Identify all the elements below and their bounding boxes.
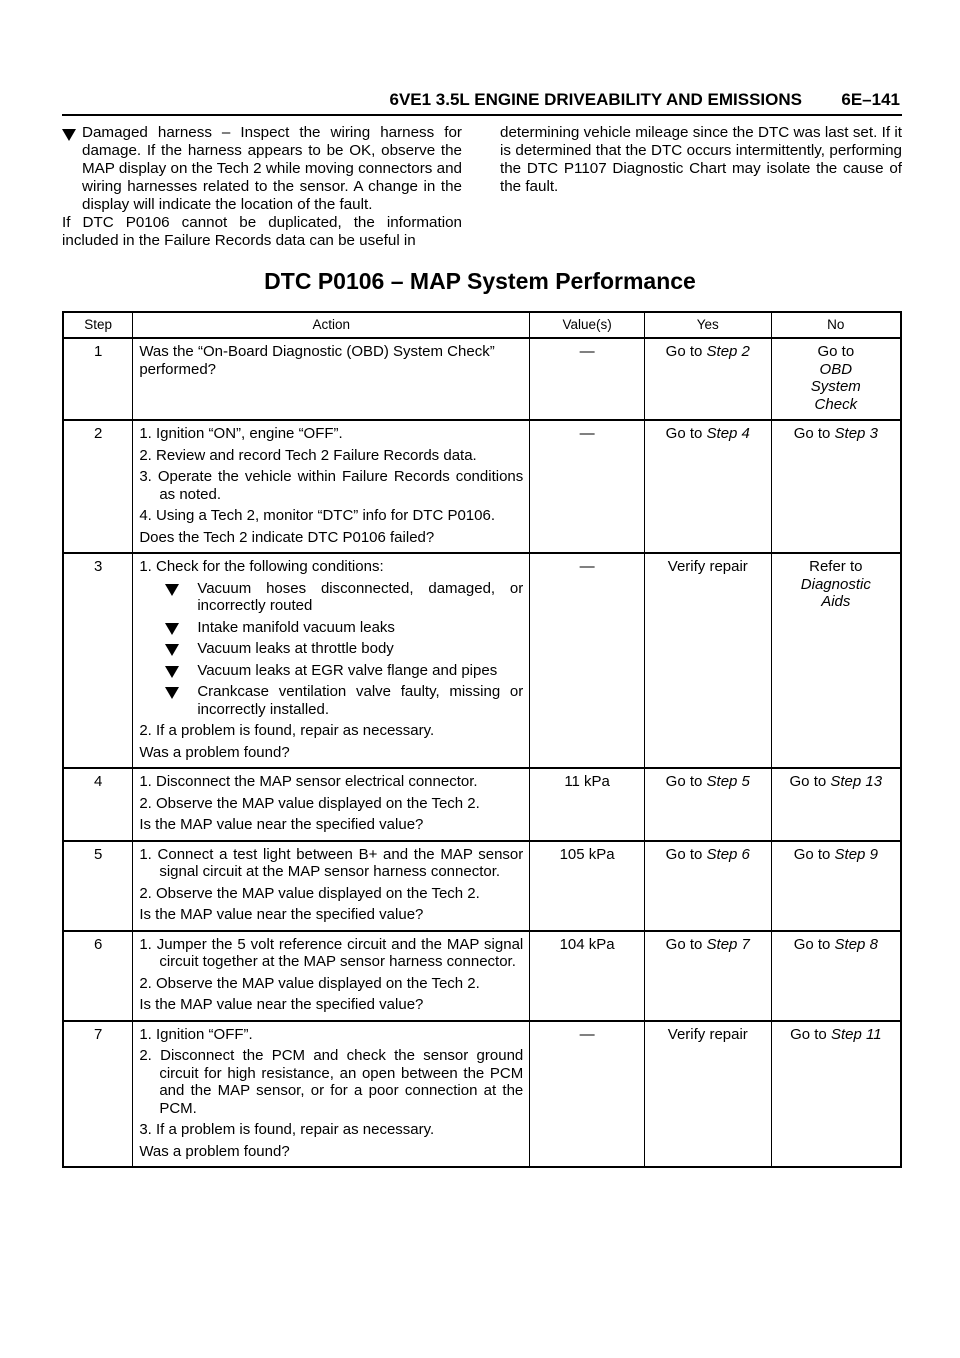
- step-number: 7: [63, 1021, 133, 1168]
- action-item: 1. Connect a test light between B+ and the MAP sensor signal circuit at the MAP sensor harness connector.: [139, 845, 524, 880]
- value-cell: —: [530, 1021, 645, 1168]
- triangle-bullet-icon: [62, 129, 76, 141]
- no-cell: [771, 1021, 901, 1168]
- action-item: 2. Observe the MAP value displayed on the Tech 2.: [139, 794, 480, 812]
- action-question: Is the MAP value near the specified value?: [139, 996, 424, 1013]
- no-prefix: Go to: [793, 845, 831, 863]
- header-values: Value(s): [530, 312, 645, 338]
- value-cell: —: [530, 338, 645, 420]
- no-prefix: Go to: [790, 1025, 827, 1043]
- action-cell: [133, 420, 530, 553]
- step-number: 4: [63, 768, 133, 841]
- action-question: Was a problem found?: [139, 1142, 290, 1160]
- condition-item: [139, 619, 523, 637]
- action-question: Was a problem found?: [139, 743, 290, 761]
- action-item: 1. Check for the following conditions:: [139, 558, 384, 575]
- yes-cell: [644, 338, 771, 420]
- action-cell: [133, 841, 530, 931]
- value-cell: —: [530, 420, 645, 553]
- step-number: 5: [63, 841, 133, 931]
- action-item: 2. Observe the MAP value displayed on the Tech 2.: [139, 884, 480, 902]
- yes-cell: [644, 420, 771, 553]
- triangle-bullet-icon: [165, 687, 179, 699]
- step-link[interactable]: Step 2: [706, 343, 750, 360]
- yes-prefix: Go to: [665, 343, 703, 360]
- no-prefix: Go to: [817, 343, 855, 360]
- table-row: [63, 931, 901, 1021]
- header-rule: [62, 114, 902, 116]
- step-link[interactable]: Step 3: [834, 425, 878, 442]
- table-row: [63, 841, 901, 931]
- page-number: 6E–141: [841, 90, 900, 109]
- no-cell: [771, 420, 901, 553]
- chart-title: DTC P0106 – MAP System Performance: [264, 268, 696, 294]
- diagnostic-table: [62, 311, 902, 1168]
- step-link[interactable]: Step 11: [830, 1025, 882, 1043]
- action-question: Is the MAP value near the specified value?: [139, 906, 424, 923]
- header-yes: Yes: [644, 312, 771, 338]
- action-item: 3. Operate the vehicle within Failure Records conditions as noted.: [139, 468, 524, 503]
- yes-cell: Verify repair: [644, 553, 771, 768]
- step-number: 2: [63, 420, 133, 553]
- table-row: [63, 1021, 901, 1168]
- diagnostic-aids-link[interactable]: Diagnostic Aids: [800, 575, 871, 610]
- condition-item: [139, 640, 523, 658]
- action-cell: [133, 768, 530, 841]
- step-number: 3: [63, 553, 133, 768]
- yes-prefix: Go to: [665, 773, 703, 790]
- intro-paragraph-continued: determining vehicle mileage since the DTC was last set. If it is determined that the DTC occurs intermittently, performing the DTC P1107 Diagnostic Chart may isolate the cause of the fault.: [500, 124, 902, 195]
- condition-text: Vacuum leaks at EGR valve flange and pipes: [197, 661, 498, 679]
- action-question: Is the MAP value near the specified value?: [139, 816, 424, 833]
- action-question: Does the Tech 2 indicate DTC P0106 failed?: [139, 528, 435, 546]
- value-cell: 104 kPa: [530, 931, 645, 1021]
- step-link[interactable]: Step 9: [834, 845, 878, 863]
- header-step: Step: [63, 312, 133, 338]
- yes-cell: [644, 931, 771, 1021]
- no-prefix: Go to: [793, 425, 831, 442]
- action-cell: [133, 931, 530, 1021]
- yes-cell: [644, 768, 771, 841]
- value-cell: 105 kPa: [530, 841, 645, 931]
- action-item: 2. If a problem is found, repair as necessary.: [139, 722, 435, 739]
- action-item: 2. Review and record Tech 2 Failure Records data.: [139, 446, 477, 464]
- intro-left-column: [62, 124, 462, 250]
- obd-check-link[interactable]: OBD System Check: [810, 360, 861, 413]
- yes-prefix: Go to: [665, 935, 703, 953]
- step-link[interactable]: Step 7: [706, 935, 750, 953]
- no-prefix: Refer to: [809, 558, 863, 575]
- header-no: No: [771, 312, 901, 338]
- table-row: [63, 338, 901, 420]
- step-number: 1: [63, 338, 133, 420]
- action-item: 1. Jumper the 5 volt reference circuit and the MAP signal circuit together at the MAP sensor harness connector.: [139, 935, 524, 970]
- step-link[interactable]: Step 5: [706, 773, 750, 790]
- action-item: 4. Using a Tech 2, monitor “DTC” info for DTC P0106.: [139, 507, 496, 524]
- triangle-bullet-icon: [165, 666, 179, 678]
- no-cell: [771, 338, 901, 420]
- condition-text: Intake manifold vacuum leaks: [197, 618, 395, 636]
- intro-right-column: [500, 124, 902, 196]
- table-header-row: [63, 312, 901, 338]
- action-item: 2. Disconnect the PCM and check the sensor ground circuit for high resistance, an open between the PCM and the MAP sensor, or for a poor connection at the PCM.: [139, 1047, 524, 1117]
- action-item: 3. If a problem is found, repair as necessary.: [139, 1121, 435, 1138]
- condition-item: [139, 662, 523, 680]
- action-cell: [133, 553, 530, 768]
- table-row: [63, 420, 901, 553]
- triangle-bullet-icon: [165, 623, 179, 635]
- no-cell: [771, 553, 901, 768]
- step-link[interactable]: Step 8: [834, 935, 878, 953]
- bullet-text: Damaged harness – Inspect the wiring harness for damage. If the harness appears to be OK, observe the MAP display on the Tech 2 while moving connectors and wiring harnesses related to the sensor. A change in the display will indicate the location of the fault.: [82, 124, 462, 213]
- yes-cell: Verify repair: [644, 1021, 771, 1168]
- step-number: 6: [63, 931, 133, 1021]
- step-link[interactable]: Step 4: [706, 425, 750, 442]
- page-header: [62, 90, 902, 112]
- section-title: 6VE1 3.5L ENGINE DRIVEABILITY AND EMISSIONS: [389, 90, 802, 109]
- condition-item: [139, 683, 523, 718]
- yes-prefix: Go to: [665, 845, 703, 863]
- action-item: 1. Ignition “OFF”.: [139, 1025, 253, 1043]
- no-prefix: Go to: [793, 935, 831, 953]
- no-prefix: Go to: [789, 773, 827, 790]
- action-item: 2. Observe the MAP value displayed on the Tech 2.: [139, 974, 480, 992]
- header-action: Action: [133, 312, 530, 338]
- triangle-bullet-icon: [165, 584, 179, 596]
- no-cell: [771, 768, 901, 841]
- damaged-harness-bullet: [62, 124, 462, 214]
- step-link[interactable]: Step 13: [830, 773, 883, 790]
- table-row: [63, 768, 901, 841]
- condition-text: Vacuum hoses disconnected, damaged, or incorrectly routed: [197, 579, 524, 614]
- action-item: 1. Ignition “ON”, engine “OFF”.: [139, 425, 343, 442]
- condition-text: Vacuum leaks at throttle body: [197, 640, 394, 657]
- triangle-bullet-icon: [165, 644, 179, 656]
- step-link[interactable]: Step 6: [706, 845, 750, 863]
- value-cell: 11 kPa: [530, 768, 645, 841]
- action-item: 1. Disconnect the MAP sensor electrical connector.: [139, 773, 478, 790]
- yes-prefix: Go to: [665, 425, 703, 442]
- action-text: Was the “On-Board Diagnostic (OBD) System Check” performed?: [139, 343, 495, 378]
- condition-text: Crankcase ventilation valve faulty, missing or incorrectly installed.: [197, 683, 524, 718]
- table-row: [63, 553, 901, 768]
- condition-item: [139, 580, 523, 615]
- action-cell: [133, 1021, 530, 1168]
- no-cell: [771, 931, 901, 1021]
- intro-paragraph: If DTC P0106 cannot be duplicated, the information included in the Failure Records data can be useful in: [62, 214, 462, 249]
- no-cell: [771, 841, 901, 931]
- action-cell: [133, 338, 530, 420]
- value-cell: —: [530, 553, 645, 768]
- yes-cell: [644, 841, 771, 931]
